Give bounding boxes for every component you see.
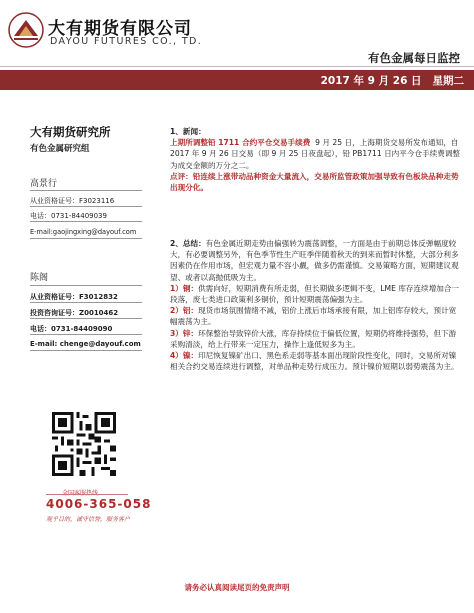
company-logo-icon <box>8 12 44 48</box>
analyst1-phone: 电话：0731-84409039 <box>30 212 107 220</box>
header-divider <box>0 66 474 67</box>
divider <box>30 206 142 207</box>
summary-heading: 2、总结： <box>170 239 206 248</box>
comment-text: 铅连续上涨带动品种资金大量流入，交易所监管政策加强导致有色板块品种走势出现分化。 <box>170 171 459 193</box>
news-section <box>170 126 462 193</box>
divider <box>30 318 142 319</box>
weekday-value: 星期二 <box>432 75 464 87</box>
divider <box>30 350 142 351</box>
divider <box>30 238 142 239</box>
hotline-number: 4006-365-058 <box>46 497 152 511</box>
analyst2-phone: 电话：0731-84409090 <box>30 325 113 333</box>
analyst2-invest-cert: 投资咨询证号：Z0010462 <box>30 309 119 317</box>
divider <box>30 190 142 191</box>
summary-item-zinc <box>170 328 462 350</box>
company-slogan: 观乎目的，诚守信誉，服务客户 <box>46 516 131 523</box>
news-item-title: 上期所调整铅 1711 合约平仓交易手续费 <box>170 138 311 148</box>
item-label: 4）镍： <box>170 351 199 361</box>
item-text: 环保整治导致锌价大涨，库存持续位于偏低位置，短期仍将维持强势，但下游采购清淡，给上行带来一定压力，操作上逢低短多为主。 <box>170 328 457 349</box>
date-value: 2017 年 9 月 26 日 <box>320 75 422 87</box>
analyst2-email[interactable]: E-mail: chenge@dayouf.com <box>30 340 141 348</box>
divider <box>30 302 142 303</box>
summary-intro <box>170 238 462 283</box>
news-heading: 1、新闻： <box>170 127 206 136</box>
summary-section <box>170 238 462 372</box>
news-item <box>170 137 462 171</box>
hotline-divider <box>46 494 128 495</box>
analyst1-cert: 从业资格证号：F3023116 <box>30 197 115 205</box>
analyst2-cert: 从业资格证号：F3012832 <box>30 293 118 301</box>
divider <box>30 334 142 335</box>
item-label: 2）铝： <box>170 306 199 316</box>
analyst2-name: 陈阁 <box>30 273 49 283</box>
comment-label: 点评： <box>170 171 193 181</box>
institute-name: 大有期货研究所 <box>30 125 111 139</box>
summary-item-copper <box>170 283 462 305</box>
divider <box>30 221 142 222</box>
company-name-en: DAYOU FUTURES CO., TD. <box>50 36 203 47</box>
company-name-cn: 大有期货有限公司 <box>48 19 192 39</box>
item-text: 供需向好，短期消费有所走弱，但长期做多逻辑不变，LME 库存连续增加合一段落，废七类进口政策利多铜价，预计短期震荡偏强为主。 <box>170 283 460 305</box>
hotline-label <box>62 488 98 497</box>
report-title: 有色金属每日监控 <box>368 51 460 65</box>
footer-disclaimer: 请务必认真阅读尾页的免责声明 <box>184 583 290 592</box>
qr-code-icon <box>52 412 116 476</box>
item-label: 1）铜： <box>170 283 199 293</box>
item-text: 现货市场氛围情绪不减，铝价上涨后市场承接有限，加上铝库存较大，预计宽幅震荡为主。 <box>170 306 457 327</box>
summary-item-aluminum <box>170 305 462 327</box>
summary-body: 有色金属近期走势由偏强转为震荡调整，一方面是由于前期总体反弹幅度较大，有必要调整另外，有色季节性生产旺季伴随着秋天的到来而暂时休整，大部分利多因素仍在作用市场，但宏观力量不容小觑，做多仍需谨慎。交易策略方面，短期建议观望、或者以高抛低吸为主。 <box>170 239 459 282</box>
analyst1-email[interactable]: E-mail:gaojingxing@dayouf.com <box>30 228 137 236</box>
analyst1-name: 高景行 <box>30 179 58 189</box>
item-label: 3）锌： <box>170 328 199 338</box>
report-date <box>321 73 464 88</box>
news-item-body: 9 月 25 日，上海期货交易所发布通知，自 2017 年 9 月 26 日交易（即 9 月 25 日夜盘起），铅 PB1711 日内平今仓手续费调整为成交金额的万分之二。 <box>170 138 461 170</box>
research-group: 有色金属研究组 <box>30 144 90 154</box>
item-text: 印尼恢复镍矿出口、黑色系走弱等基本面出现阶段性变化，同时，交易所对镍相关合约交易连续进行调整，对单品种走势行成压力。预计镍价短期以弱势震荡为主。 <box>170 351 459 372</box>
summary-item-nickel <box>170 350 462 372</box>
news-comment <box>170 171 462 193</box>
divider <box>30 285 142 286</box>
